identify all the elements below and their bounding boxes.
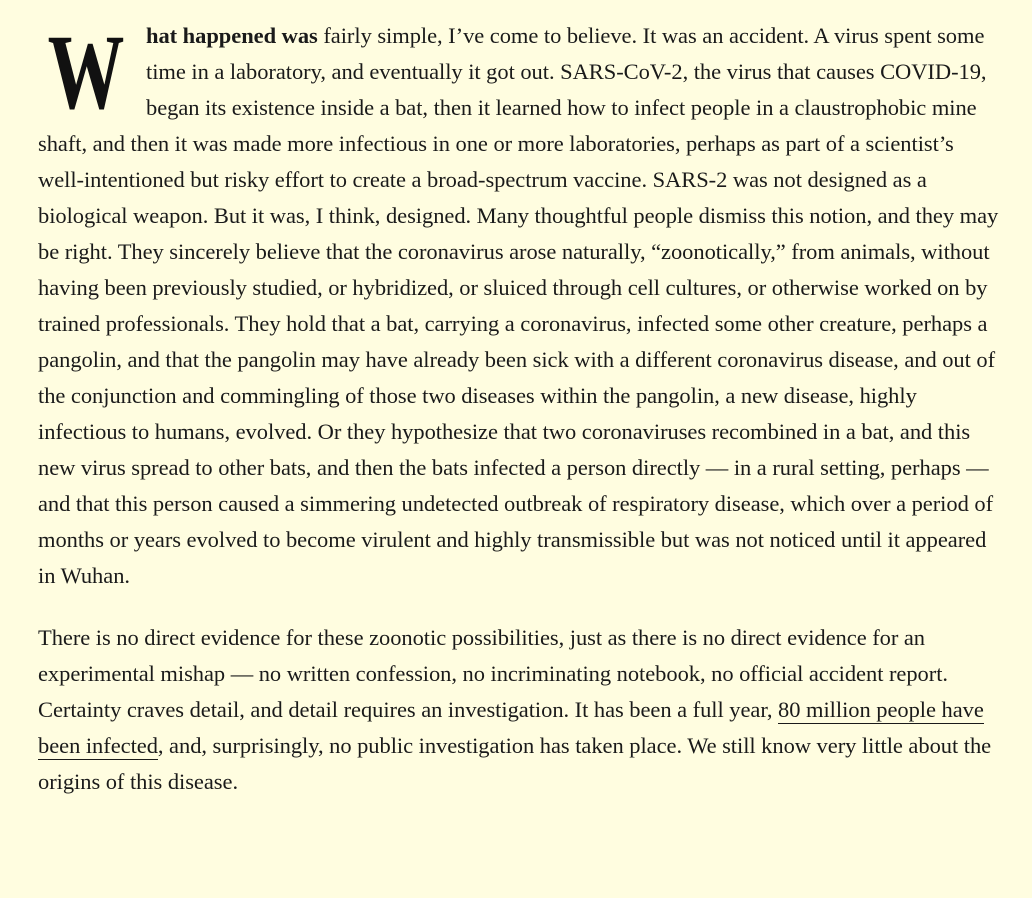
infections-link[interactable]: 80 million people have been infected (38, 697, 984, 758)
drop-cap-w (38, 25, 134, 121)
paragraph-2 (38, 620, 1003, 800)
paragraph-1-text: fairly simple, I’ve come to believe. It was an accident. A virus spent some time in a laboratory, and eventually it got out. SARS-CoV-2, the virus that causes COVID-19, began its existence inside a bat, then it learned how to infect people in a claustrophobic mine shaft, and then it was made more infectious in one or more laboratories, perhaps as part of a scientist’s well-intentioned but risky effort to create a broad-spectrum vaccine. SARS-2 was not designed as a biological weapon. But it was, I think, designed. Many thoughtful people dismiss this notion, and they may be right. They sincerely believe that the coronavirus arose naturally, “zoonotically,” from animals, without having been previously studied, or hybridized, or sluiced through cell cultures, or otherwise worked on by trained professionals. They hold that a bat, carrying a coronavirus, infected some other creature, perhaps a pangolin, and that the pangolin may have already been sick with a different coronavirus disease, and out of the conjunction and commingling of those two diseases within the pangolin, a new disease, highly infectious to humans, evolved. Or they hypothesize that two coronaviruses recombined in a bat, and this new virus spread to other bats, and then the bats infected a person directly — in a rural setting, perhaps — and that this person caused a simmering undetected outbreak of respiratory disease, which over a period of months or years evolved to become virulent and highly transmissible but was not noticed until it appeared in Wuhan. (38, 23, 999, 588)
paragraph-2-text-start: There is no direct evidence for these zoonotic possibilities, just as there is no direct evidence for an experimental mishap — no written confession, no incriminating notebook, no official accident report. Certainty craves detail, and detail requires an investigation. It has been a full year, (38, 625, 948, 722)
paragraph-1 (38, 18, 1003, 594)
paragraph-2-text-end: , and, surprisingly, no public investigation has taken place. We still know very little about the origins of this disease. (38, 733, 992, 794)
drop-cap-letter: W (47, 25, 125, 121)
article-body (38, 18, 1003, 800)
lead-in-text: hat happened was (146, 23, 318, 48)
